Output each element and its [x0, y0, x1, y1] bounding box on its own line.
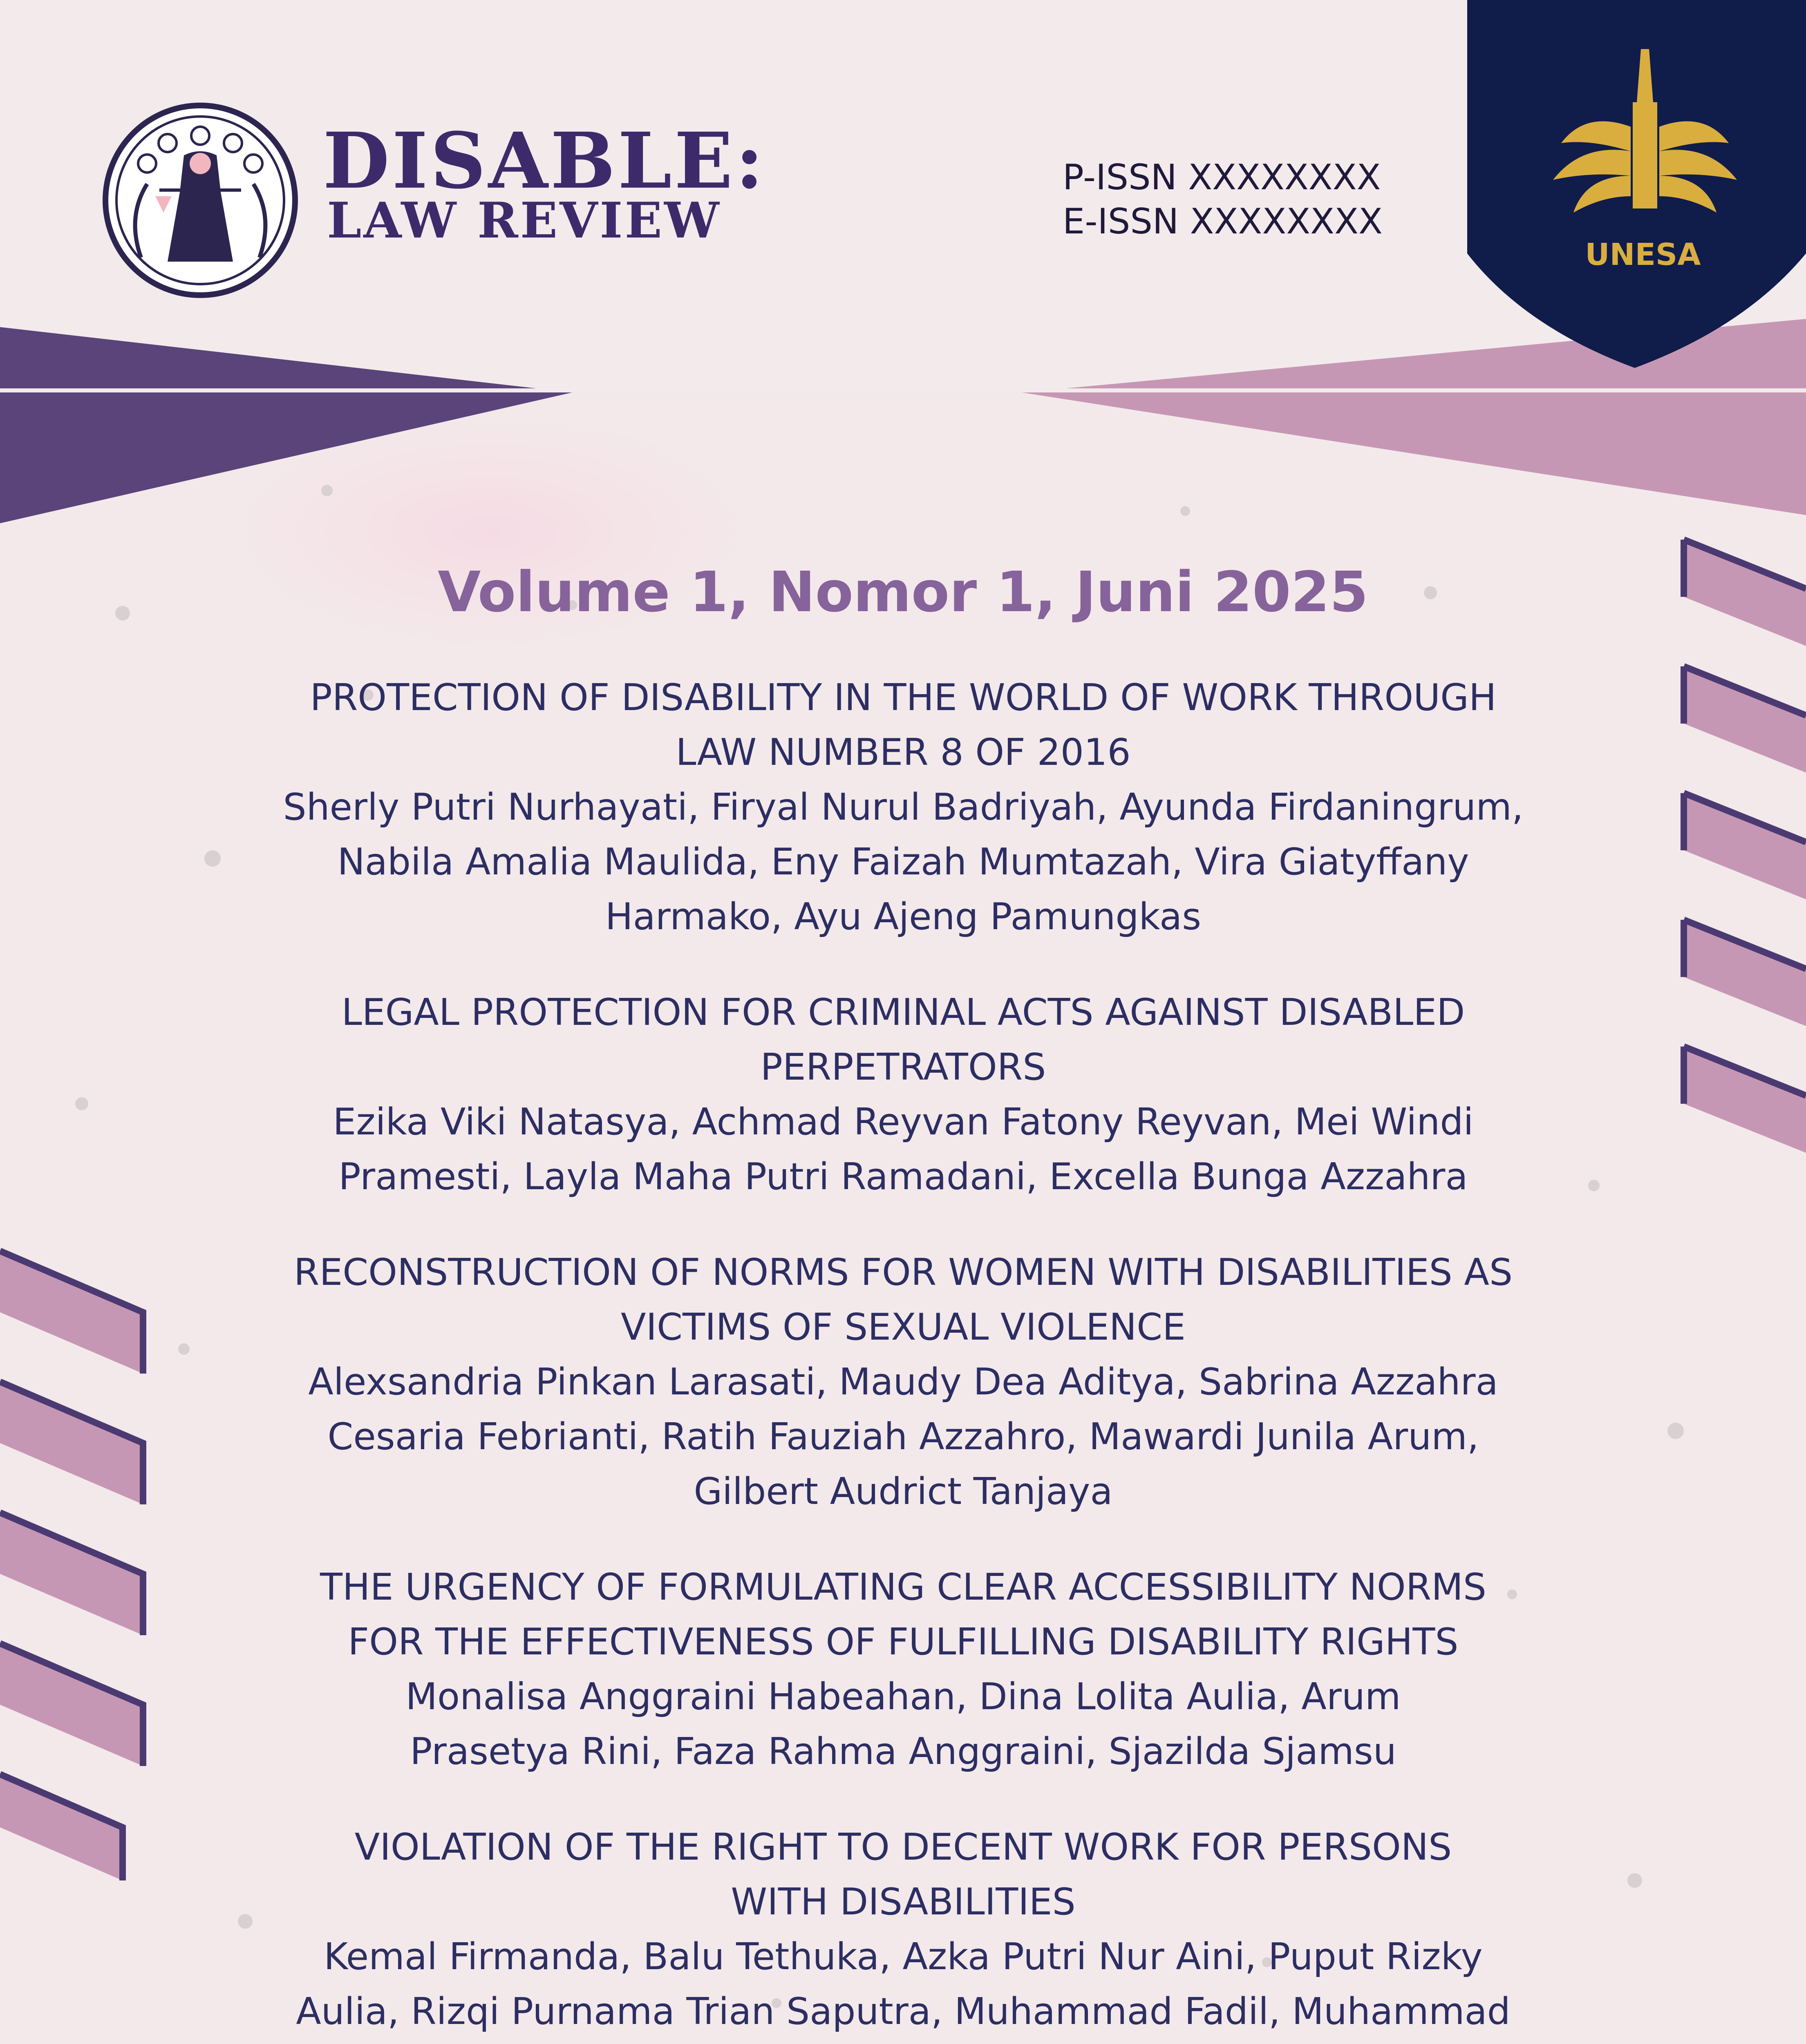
p-issn: P-ISSN XXXXXXXX — [1063, 157, 1381, 198]
issn-block — [1063, 155, 1471, 244]
article-title: VIOLATION OF THE RIGHT TO DECENT WORK FOR PERSONS WITH DISABILITIES — [354, 1826, 1452, 1923]
article-authors: Ezika Viki Natasya, Achmad Reyvan Fatony Reyvan, Mei Windi Pramesti, Layla Maha Putri Ramadani, Excella Bunga Azzahra — [333, 1100, 1474, 1198]
article-title: PROTECTION OF DISABILITY IN THE WORLD OF WORK THROUGH LAW NUMBER 8 OF 2016 — [310, 676, 1497, 774]
journal-subtitle: LAW REVIEW — [327, 192, 721, 249]
e-issn: E-ISSN XXXXXXXX — [1063, 201, 1383, 242]
article-authors: Alexsandria Pinkan Larasati, Maudy Dea Aditya, Sabrina Azzahra Cesaria Febrianti, Ratih Fauziah Azzahro, Mawardi Junila Arum, Gilbert Audrict Tanjaya — [308, 1360, 1498, 1513]
article-authors: Kemal Firmanda, Balu Tethuka, Azka Putri Nur Aini, Puput Rizky Aulia, Rizqi Purnama Trian Saputra, Muhammad Fadil, Muhammad — [296, 1935, 1511, 2033]
journal-logo-icon — [102, 102, 298, 298]
article-item — [262, 670, 1545, 944]
article-item — [262, 1560, 1545, 1779]
article-title: THE URGENCY OF FORMULATING CLEAR ACCESSIBILITY NORMS FOR THE EFFECTIVENESS OF FULFILLING DISABILITY RIGHTS — [320, 1566, 1487, 1663]
article-title: LEGAL PROTECTION FOR CRIMINAL ACTS AGAINST DISABLED PERPETRATORS — [341, 991, 1465, 1089]
article-item — [262, 985, 1545, 1204]
journal-title: DISABLE: — [323, 116, 766, 206]
article-authors: Monalisa Anggraini Habeahan, Dina Lolita Aulia, Arum Prasetya Rini, Faza Rahma Anggraini, Sjazilda Sjamsu — [405, 1675, 1401, 1773]
unesa-label: UNESA — [1585, 237, 1701, 272]
unesa-emblem-icon — [1537, 45, 1749, 241]
article-authors: Sherly Putri Nurhayati, Firyal Nurul Badriyah, Ayunda Firdaningrum, Nabila Amalia Maulida, Eny Faizah Mumtazah, Vira Giatyffany Harmako, Ayu Ajeng Pamungkas — [283, 786, 1524, 938]
article-item — [262, 1820, 1545, 2044]
volume-heading: Volume 1, Nomor 1, Juni 2025 — [438, 560, 1368, 625]
article-title: RECONSTRUCTION OF NORMS FOR WOMEN WITH DISABILITIES AS VICTIMS OF SEXUAL VIOLENCE — [293, 1251, 1513, 1349]
article-list — [262, 670, 1545, 2044]
article-item — [262, 1245, 1545, 1519]
